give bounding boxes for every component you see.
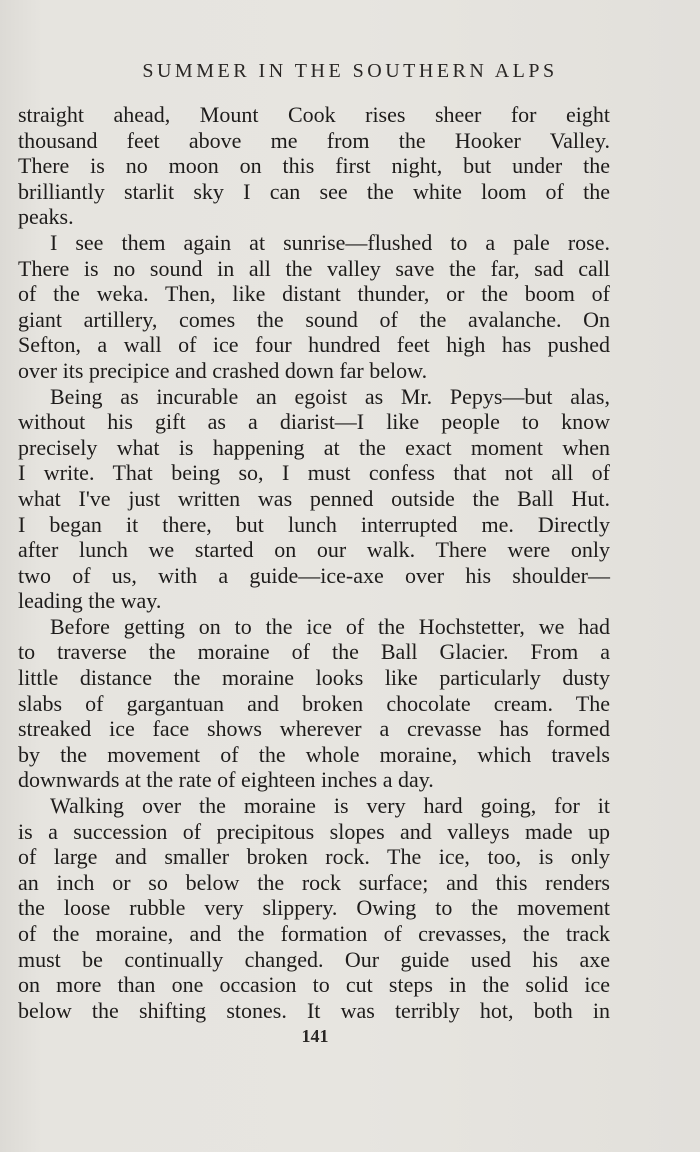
text-line: peaks. [18,204,74,230]
text-line: what I've just written was penned outside the Ball Hut. [18,485,610,511]
text-line: over its precipice and crashed down far below. [18,357,428,383]
text-line: of the moraine, and the formation of crevasses, the track [18,921,610,946]
text-line: brilliantly starlit sky I can see the white loom of the [18,178,610,204]
text-line: little distance the moraine looks like particularly dusty [18,665,610,691]
text-line: straight ahead, Mount Cook rises sheer for eight [18,102,610,127]
text-line: Sefton, a wall of ice four hundred feet high has pushed [18,332,610,358]
text-line: giant artillery, comes the sound of the avalanche. On [18,306,610,332]
text-line: to traverse the moraine of the Ball Glacier. From a [18,639,610,665]
text-line: Before getting on to the ice of the Hochstetter, we had [50,613,610,639]
text-line: leading the way. [18,588,162,614]
running-head: SUMMER IN THE SOUTHERN ALPS [142,60,558,82]
text-line: below the shifting stones. It was terribly hot, both in [18,997,610,1023]
text-line: must be continually changed. Our guide used his axe [18,946,610,972]
text-line: There is no moon on this first night, but under the [18,153,610,179]
text-line: by the movement of the whole moraine, which travels [18,741,610,767]
text-line: thousand feet above me from the Hooker Valley. [18,127,610,153]
text-line: I write. That being so, I must confess that not all of [18,460,610,486]
text-line: of large and smaller broken rock. The ice, too, is only [18,844,610,870]
text-line: I began it there, but lunch interrupted me. Directly [18,511,610,537]
text-line: is a succession of precipitous slopes and valleys made up [18,818,610,844]
text-line: without his gift as a diarist—I like people to know [18,409,610,435]
text-line: precisely what is happening at the exact moment when [18,434,610,460]
text-line: There is no sound in all the valley save the far, sad call [18,255,610,281]
text-line: of the weka. Then, like distant thunder, or the boom of [18,281,610,307]
text-line: two of us, with a guide—ice-axe over his shoulder— [18,562,610,588]
text-line: Walking over the moraine is very hard going, for it [50,793,610,819]
text-line: downwards at the rate of eighteen inches a day. [18,767,434,793]
text-line: after lunch we started on our walk. There were only [18,537,610,563]
text-line: Being as incurable an egoist as Mr. Pepys—but alas, [50,383,610,409]
text-line: an inch or so below the rock surface; and this renders [18,869,610,895]
text-line: I see them again at sunrise—flushed to a pale rose. [50,229,610,255]
page-number: 141 [301,1026,329,1046]
text-line: on more than one occasion to cut steps in the solid ice [18,972,610,998]
text-line: streaked ice face shows wherever a crevasse has formed [18,716,610,742]
text-line: slabs of gargantuan and broken chocolate cream. The [18,690,610,716]
body-text [18,102,610,1023]
text-line: the loose rubble very slippery. Owing to the movement [18,895,610,921]
